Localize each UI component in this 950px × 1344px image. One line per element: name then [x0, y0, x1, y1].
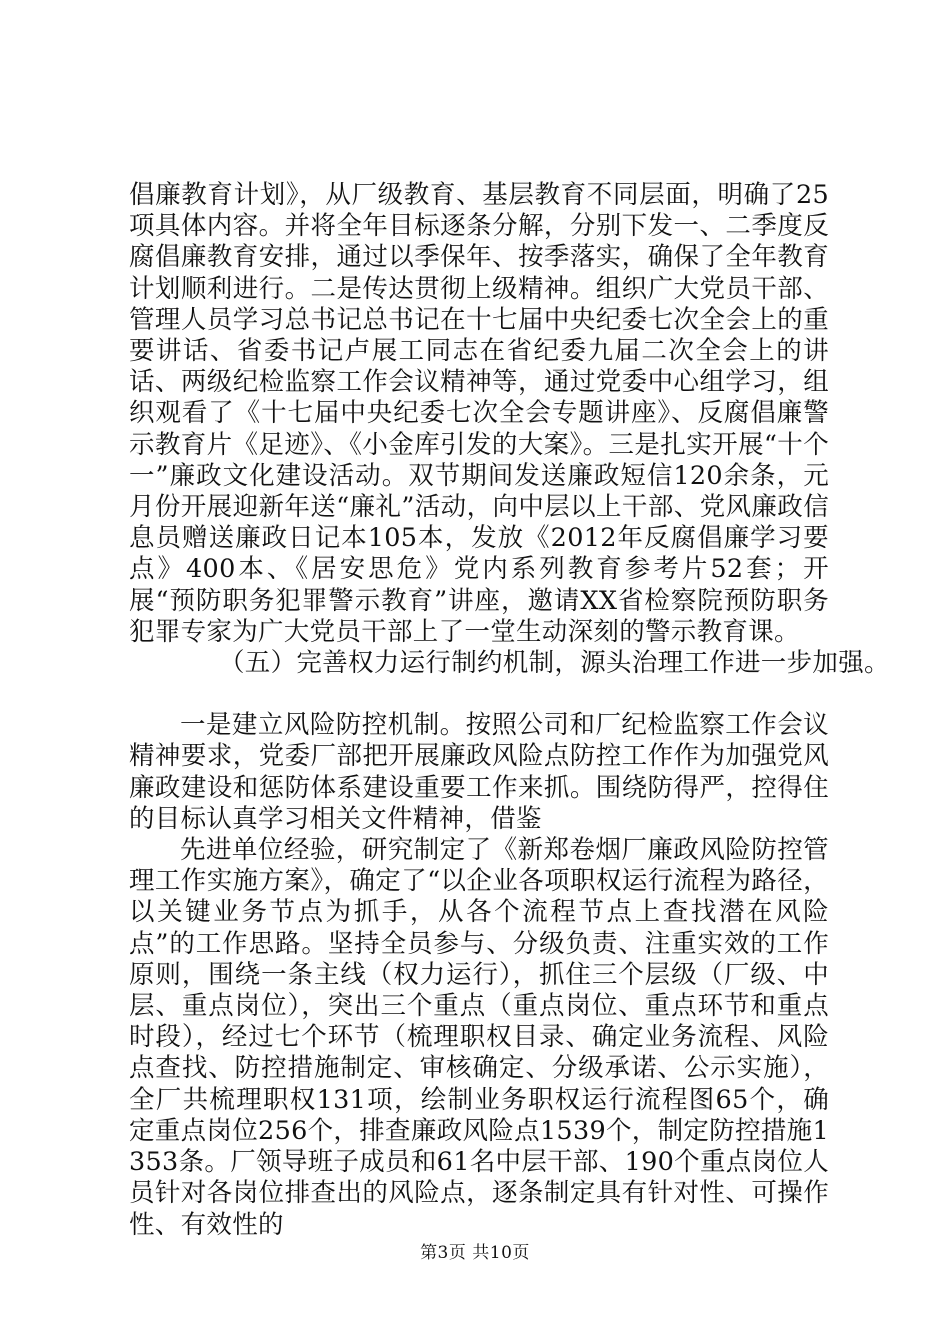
paragraph-risk-control: 一是建立风险防控机制。按照公司和厂纪检监察工作会议精神要求，党委厂部把开展廉政风险点防控工作作为加强党风廉政建设和惩防体系建设重要工作来抓。围绕防得严，控得住的目标认真学习相关文件精神，借鉴: [129, 710, 829, 834]
document-body: [129, 180, 890, 1241]
blank-line: [129, 679, 829, 710]
paragraph-continued: 倡廉教育计划》，从厂级教育、基层教育不同层面，明确了25项具体内容。并将全年目标逐条分解，分别下发一、二季度反腐倡廉教育安排，通过以季保年、按季落实，确保了全年教育计划顺利进行。二是传达贯彻上级精神。组织广大党员干部、管理人员学习总书记总书记在十七届中央纪委七次全会上的重要讲话、省委书记卢展工同志在省纪委九届二次全会上的讲话、两级纪检监察工作会议精神等，通过党委中心组学习，组织观看了《十七届中央纪委七次全会专题讲座》、反腐倡廉警示教育片《足迹》、《小金库引发的大案》。三是扎实开展“十个一”廉政文化建设活动。双节期间发送廉政短信120余条，元月份开展迎新年送“廉礼”活动，向中层以上干部、党风廉政信息员赠送廉政日记本105本，发放《2012年反腐倡廉学习要点》400本、《居安思危》党内系列教育参考片52套；开展“预防职务犯罪警示教育”讲座，邀请XX省检察院预防职务犯罪专家为广大党员干部上了一堂生动深刻的警示教育课。: [129, 180, 829, 647]
paragraph-risk-control-continued: 先进单位经验，研究制定了《新郑卷烟厂廉政风险防控管理工作实施方案》，确定了“以企业各项职权运行流程为路径，以关键业务节点为抓手，从各个流程节点上查找潜在风险点”的工作思路。坚持全员参与、分级负责、注重实效的工作原则，围绕一条主线（权力运行），抓住三个层级（厂级、中层、重点岗位），突出三个重点（重点岗位、重点环节和重点时段），经过七个环节（梳理职权目录、确定业务流程、风险点查找、防控措施制定、审核确定、分级承诺、公示实施），全厂共梳理职权131项，绘制业务职权运行流程图65个，确定重点岗位256个，排查廉政风险点1539个，制定防控措施1353条。厂领导班子成员和61名中层干部、190个重点岗位人员针对各岗位排查出的风险点，逐条制定具有针对性、可操作性、有效性的: [129, 835, 829, 1240]
section-heading: （五）完善权力运行制约机制，源头治理工作进一步加强。: [219, 648, 890, 679]
page-footer: 第3页 共10页: [420, 1243, 530, 1263]
